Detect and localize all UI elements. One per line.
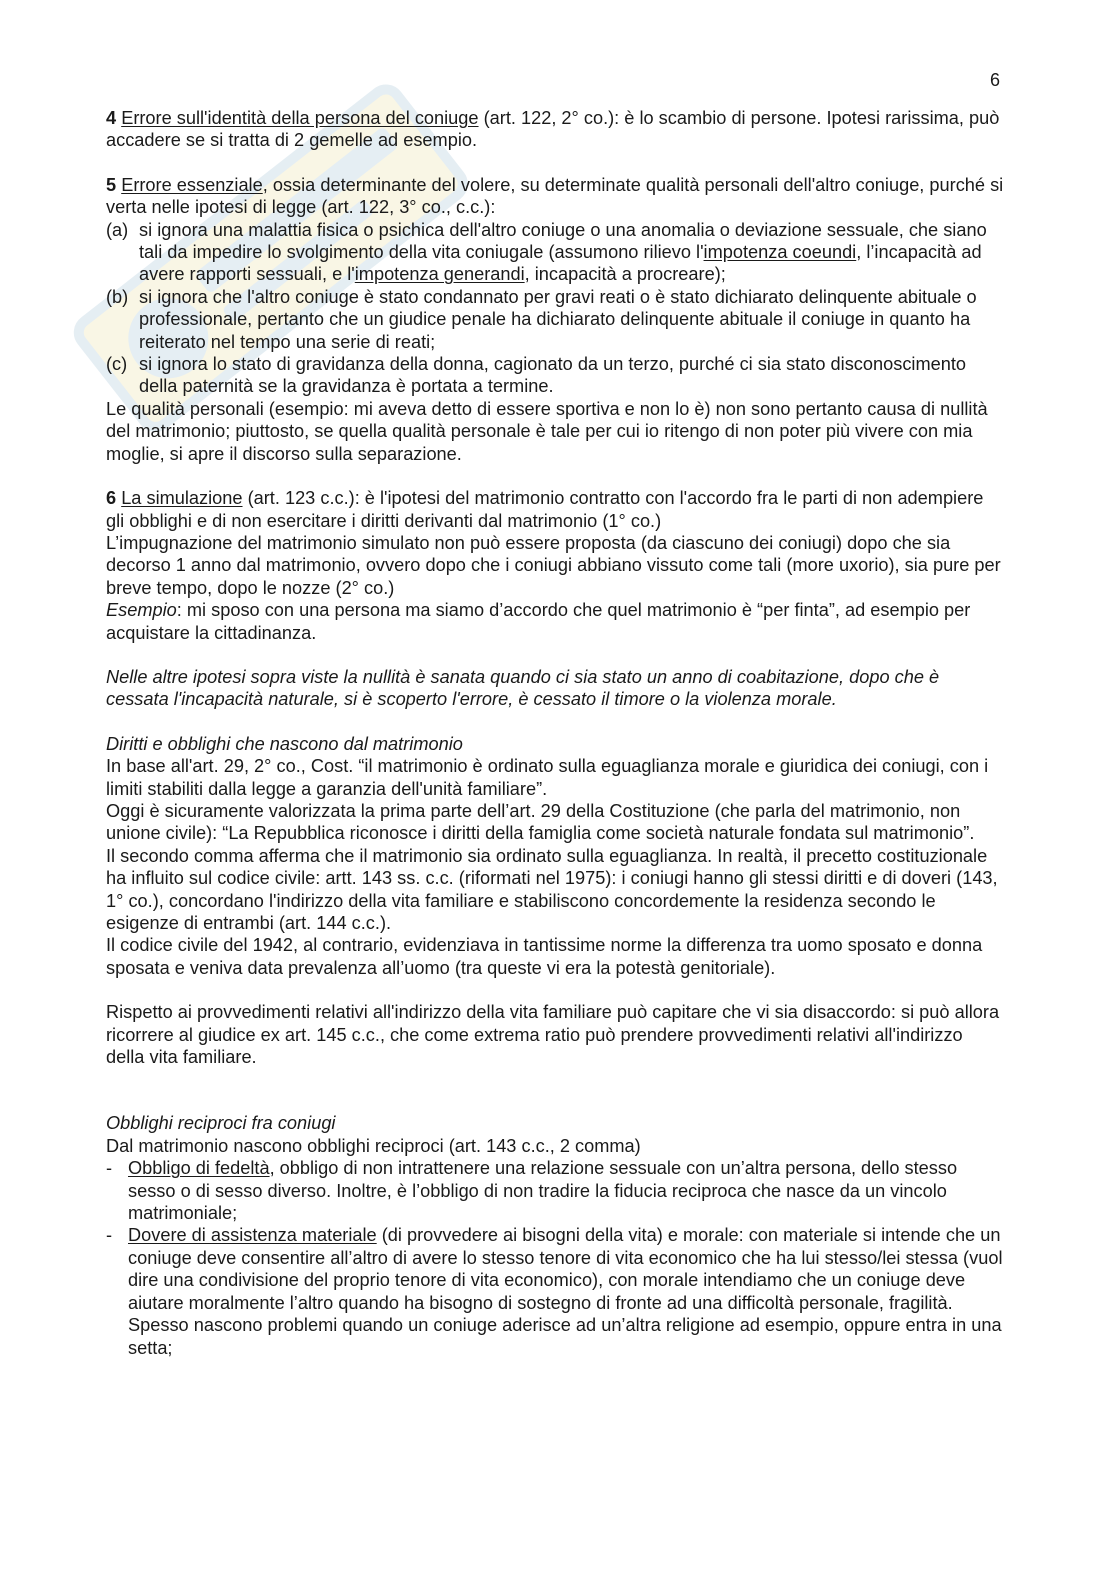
rights-paragraph-5: Rispetto ai provvedimenti relativi all'indirizzo della vita familiare può capitare che vi sia disaccordo: si può allora ricorrere al giudice ex art. 145 c.c., che come extrema ratio può prendere provvedimenti relativi all'indirizzo della vita familiare. xyxy=(106,1002,1000,1068)
section-6-text: (art. 123 c.c.): è l'ipotesi del matrimonio contratto con l'accordo fra le parti di non adempiere gli obblighi e di non esercitare i diritti derivanti dal matrimonio (1° co.) xyxy=(106,488,984,531)
rights-paragraph-3: Il secondo comma afferma che il matrimonio sia ordinato sulla eguaglianza. In realtà, il precetto costituzionale ha influito sul codice civile: artt. 143 ss. c.c. (riformati nel 1975): i coniugi hanno gli stessi diritti e di doveri (143, 1° co.), concordano l'indirizzo della vita familiare e stabiliscono concordemente la residenza secondo le esigenze di entrambi (art. 144 c.c.). xyxy=(106,845,998,933)
document-body xyxy=(106,107,1006,1359)
obligation-text xyxy=(128,1157,1006,1224)
list-item-b xyxy=(106,286,1006,353)
list-item-text: si ignora che l'altro coniuge è stato condannato per gravi reati o è stato dichiarato delinquente abituale o professionale, pertanto che un giudice penale ha dichiarato delinquente abituale il coniuge in quanto ha reiterato nel tempo una serie di reati; xyxy=(139,286,977,352)
obligation-term: Obbligo di fedeltà xyxy=(128,1158,270,1179)
section-6-text-2: L’impugnazione del matrimonio simulato non può essere proposta (da ciascuno dei coniugi) dopo che sia decorso 1 anno dal matrimonio, ovvero dopo che i coniugi abbiano vissuto come tali (more uxorio), sia pure per breve tempo, dopo le nozze (2° co.) xyxy=(106,532,1001,598)
obligation-description: , obbligo di non intrattenere una relazione sessuale con un’altra persona, dello stesso sesso o di sesso diverso. Inoltre, è l’obbligo di non tradire la fiducia reciproca che nasce da un vincolo matrimoniale; xyxy=(128,1158,958,1224)
page-number: 6 xyxy=(990,70,1001,90)
list-item-text-part: , l’incapacità ad avere rapporti sessuali, e l' xyxy=(139,242,982,285)
section-6-term: La simulazione xyxy=(121,488,243,509)
list-marker: (a) xyxy=(106,219,129,240)
list-marker: (b) xyxy=(106,286,129,307)
section-4 xyxy=(106,107,1006,152)
obligation-item-2 xyxy=(106,1224,1006,1358)
example-label: Esempio xyxy=(106,600,177,621)
list-item-a xyxy=(106,219,1006,286)
rights-paragraph-4: Il codice civile del 1942, al contrario, evidenziava in tantissime norme la differenza tra uomo sposato e donna sposata e veniva data prevalenza all’uomo (tra queste vi era la potestà genitoriale). xyxy=(106,935,983,978)
obligation-item-1 xyxy=(106,1157,1006,1224)
section-6-number: 6 xyxy=(106,488,117,509)
section-4-number: 4 xyxy=(106,108,117,128)
rights-paragraph-2: Oggi è sicuramente valorizzata la prima parte dell’art. 29 della Costituzione (che parla del matrimonio, non unione civile): “La Repubblica riconosce i diritti della famiglia come società naturale fondata sul matrimonio”. xyxy=(106,800,975,844)
list-item-text-part: , incapacità a procreare); xyxy=(524,264,726,285)
section-5-after: Le qualità personali (esempio: mi aveva detto di essere sportiva e non lo è) non sono pertanto causa di nullità del matrimonio; piuttosto, se quella qualità personale è tale per cui io ritengo di non poter più vivere con mia moglie, si apre il discorso sulla separazione. xyxy=(106,398,988,464)
section-6 xyxy=(106,487,1006,532)
list-item-text-part: si ignora una malattia fisica o psichica dell'altro coniuge o una anomalia o deviazione sessuale, che siano tali da impedire lo svolgimento della vita coniugale (assumono rilievo l' xyxy=(139,219,987,263)
list-item-c xyxy=(106,353,1006,398)
list-item-text: si ignora lo stato di gravidanza della donna, cagionato da un terzo, purché ci sia stato disconoscimento della paternità se la gravidanza è portata a termine. xyxy=(139,354,967,397)
dash-marker: - xyxy=(106,1225,113,1246)
section-5 xyxy=(106,174,1006,219)
example-text: : mi sposo con una persona ma siamo d’accordo che quel matrimonio è “per finta”, ad esempio per acquistare la cittadinanza. xyxy=(106,600,971,643)
list-marker: (c) xyxy=(106,354,128,375)
term-impotenza-coeundi: impotenza coeundi xyxy=(703,242,857,263)
obligations-intro: Dal matrimonio nascono obblighi reciproci (art. 143 c.c., 2 comma) xyxy=(106,1135,641,1156)
section-5-number: 5 xyxy=(106,174,117,195)
rights-paragraph-1: In base all'art. 29, 2° co., Cost. “il matrimonio è ordinato sulla eguaglianza morale e giuridica dei coniugi, con i limiti stabiliti dalla legge a garanzia dell'unità familiare”. xyxy=(106,756,989,799)
obligations-heading: Obblighi reciproci fra coniugi xyxy=(106,1113,336,1134)
section-5-list xyxy=(106,219,1006,398)
obligation-text xyxy=(128,1224,1006,1358)
italic-note: Nelle altre ipotesi sopra viste la nullità è sanata quando ci sia stato un anno di coabitazione, dopo che è cessata l'incapacità naturale, si è scoperto l'errore, è cessato il timore o la violenza morale. xyxy=(106,666,940,710)
section-4-term: Errore sull'identità della persona del coniuge xyxy=(121,108,479,128)
section-6-example xyxy=(106,599,1006,644)
rights-heading: Diritti e obblighi che nascono dal matrimonio xyxy=(106,733,463,754)
dash-marker: - xyxy=(106,1158,113,1179)
section-4-text: (art. 122, 2° co.): è lo scambio di persone. Ipotesi rarissima, può accadere se si tratta di 2 gemelle ad esempio. xyxy=(106,108,1000,151)
obligation-term: Dovere di assistenza materiale xyxy=(128,1225,377,1246)
obligations-list xyxy=(106,1157,1006,1359)
section-5-text: , ossia determinante del volere, su determinate qualità personali dell'altro coniuge, purché si verta nelle ipotesi di legge (art. 122, 3° co., c.c.): xyxy=(106,174,1004,218)
section-5-term: Errore essenziale xyxy=(121,174,263,195)
obligation-description: (di provvedere ai bisogni della vita) e morale: con materiale si intende che un coniuge deve consentire all’altro di avere lo stesso tenore di vita economico che ha lui stesso/lei stessa (vuol dire una condivisione del proprio tenore di vita economico), con morale intendiamo che un coniuge deve aiutare moralmente l’altro quando ha bisogno di sostegno di fronte ad una difficoltà personale, fragilità. Spesso nascono problemi quando un coniuge aderisce ad un’altra religione ad esempio, oppure entra in una setta; xyxy=(128,1225,1003,1358)
term-impotenza-generandi: impotenza generandi xyxy=(354,264,525,285)
list-item-text xyxy=(139,219,1006,286)
